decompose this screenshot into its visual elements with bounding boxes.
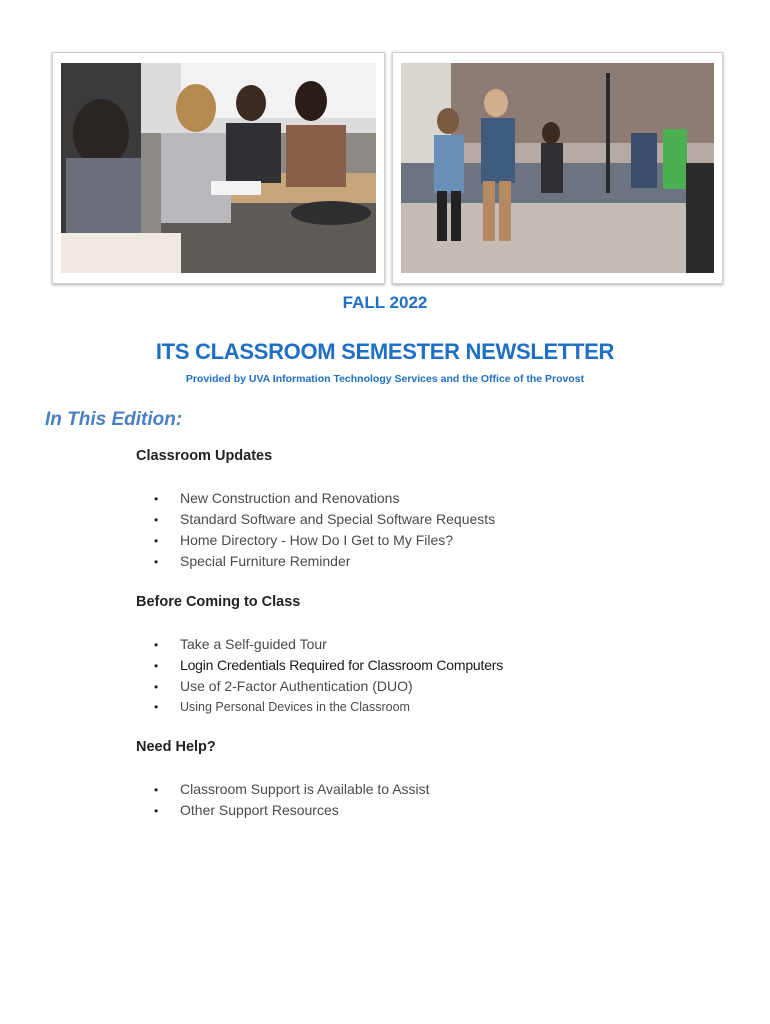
campus-walkway-photo [392, 52, 723, 284]
section-heading-classroom-updates: Classroom Updates [136, 448, 273, 464]
edition-heading: In This Edition: [45, 409, 183, 430]
list-item: • Other Support Resources [154, 800, 430, 821]
list-item: • Special Furniture Reminder [154, 551, 495, 572]
list-item: • Standard Software and Special Software Requests [154, 509, 495, 530]
bullet-icon: • [154, 534, 159, 548]
bullet-icon: • [154, 555, 159, 569]
list-item: • New Construction and Renovations [154, 488, 495, 509]
section-list-before-coming-to-class [154, 634, 503, 718]
classroom-photo [52, 52, 385, 284]
list-item: • Home Directory - How Do I Get to My Files? [154, 530, 495, 551]
bullet-icon: • [154, 783, 159, 797]
bullet-icon: • [154, 492, 159, 506]
newsletter-season: FALL 2022 [342, 293, 428, 312]
bullet-icon: • [154, 638, 159, 652]
section-heading-before-coming-to-class: Before Coming to Class [136, 594, 301, 610]
section-heading-need-help: Need Help? [136, 739, 216, 755]
list-item: • Login Credentials Required for Classroom Computers [154, 655, 503, 676]
section-list-classroom-updates [154, 488, 495, 572]
campus-walkway-photo-image [401, 63, 714, 273]
section-list-need-help [154, 779, 430, 821]
bullet-icon: • [154, 804, 159, 818]
newsletter-title: ITS CLASSROOM SEMESTER NEWSLETTER [155, 339, 615, 364]
newsletter-subtitle: Provided by UVA Information Technology Services and the Office of the Provost [185, 373, 585, 385]
list-item: • Using Personal Devices in the Classroom [154, 697, 503, 718]
list-item: • Classroom Support is Available to Assist [154, 779, 430, 800]
bullet-icon: • [154, 659, 159, 673]
classroom-photo-image [61, 63, 376, 273]
list-item: • Use of 2-Factor Authentication (DUO) [154, 676, 503, 697]
list-item: • Take a Self-guided Tour [154, 634, 503, 655]
bullet-icon: • [154, 680, 159, 694]
bullet-icon: • [154, 700, 159, 714]
bullet-icon: • [154, 513, 159, 527]
